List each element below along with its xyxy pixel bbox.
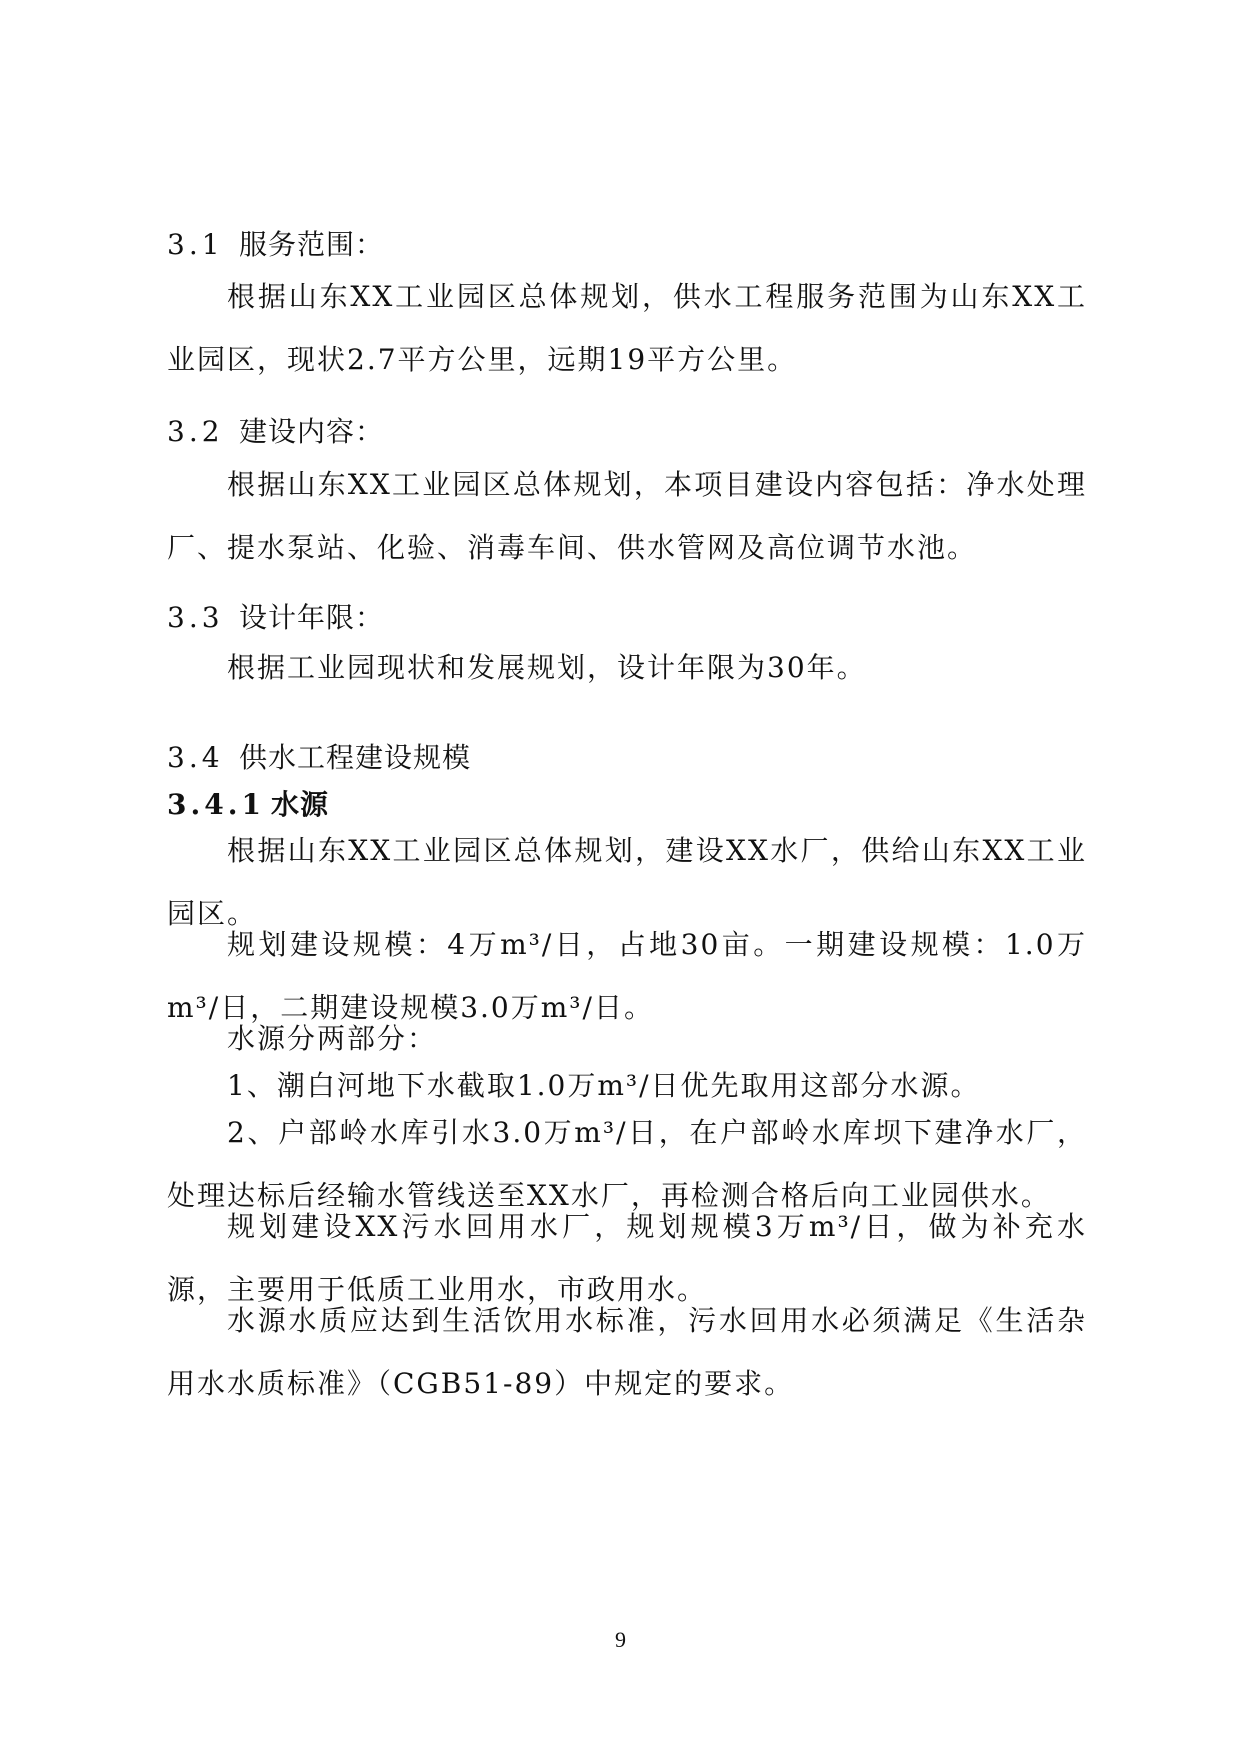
section-number: 3.4 xyxy=(167,741,224,774)
section-title: 设计年限： xyxy=(239,601,385,634)
section-number: 3.3 xyxy=(167,601,224,634)
page-number: 9 xyxy=(615,1627,626,1652)
section-title: 建设内容： xyxy=(239,415,385,448)
section-number: 3.1 xyxy=(167,228,224,261)
section-number: 3.2 xyxy=(167,415,224,448)
paragraph-service-scope: 根据山东XX工业园区总体规划，供水工程服务范围为山东XX工业园区，现状2.7平方公里，远期19平方公里。 xyxy=(167,280,1087,376)
paragraph-water-quality: 水源水质应达到生活饮用水标准，污水回用水必须满足《生活杂用水水质标准》（CGB51-89）中规定的要求。 xyxy=(167,1304,1087,1400)
paragraph-water-source-intro: 水源分两部分： xyxy=(227,1022,438,1055)
section-heading-3-3 xyxy=(167,598,1087,638)
subsection-number: 3.4.1 xyxy=(167,788,265,821)
paragraph-design-period: 根据工业园现状和发展规划，设计年限为30年。 xyxy=(227,651,867,684)
paragraph-water-plant: 根据山东XX工业园区总体规划，建设XX水厂，供给山东XX工业园区。 xyxy=(167,834,1087,930)
paragraph-source-2: 2、户部岭水库引水3.0万m³/日，在户部岭水库坝下建净水厂，处理达标后经输水管线送至XX水厂，再检测合格后向工业园供水。 xyxy=(167,1116,1087,1212)
subsection-title: 水源 xyxy=(271,788,330,821)
section-heading-3-1 xyxy=(167,225,1087,265)
section-heading-3-4 xyxy=(167,738,1087,778)
section-heading-3-2 xyxy=(167,412,1087,452)
section-title: 供水工程建设规模 xyxy=(239,741,472,774)
paragraph-source-1: 1、潮白河地下水截取1.0万m³/日优先取用这部分水源。 xyxy=(227,1069,981,1102)
paragraph-construction-content: 根据山东XX工业园区总体规划，本项目建设内容包括：净水处理厂、提水泵站、化验、消毒车间、供水管网及高位调节水池。 xyxy=(167,468,1087,564)
paragraph-planned-scale: 规划建设规模：4万m³/日，占地30亩。一期建设规模：1.0万m³/日，二期建设规模3.0万m³/日。 xyxy=(167,928,1087,1024)
section-title: 服务范围： xyxy=(239,228,385,261)
paragraph-reclaimed-water: 规划建设XX污水回用水厂，规划规模3万m³/日，做为补充水源，主要用于低质工业用水，市政用水。 xyxy=(167,1210,1087,1306)
